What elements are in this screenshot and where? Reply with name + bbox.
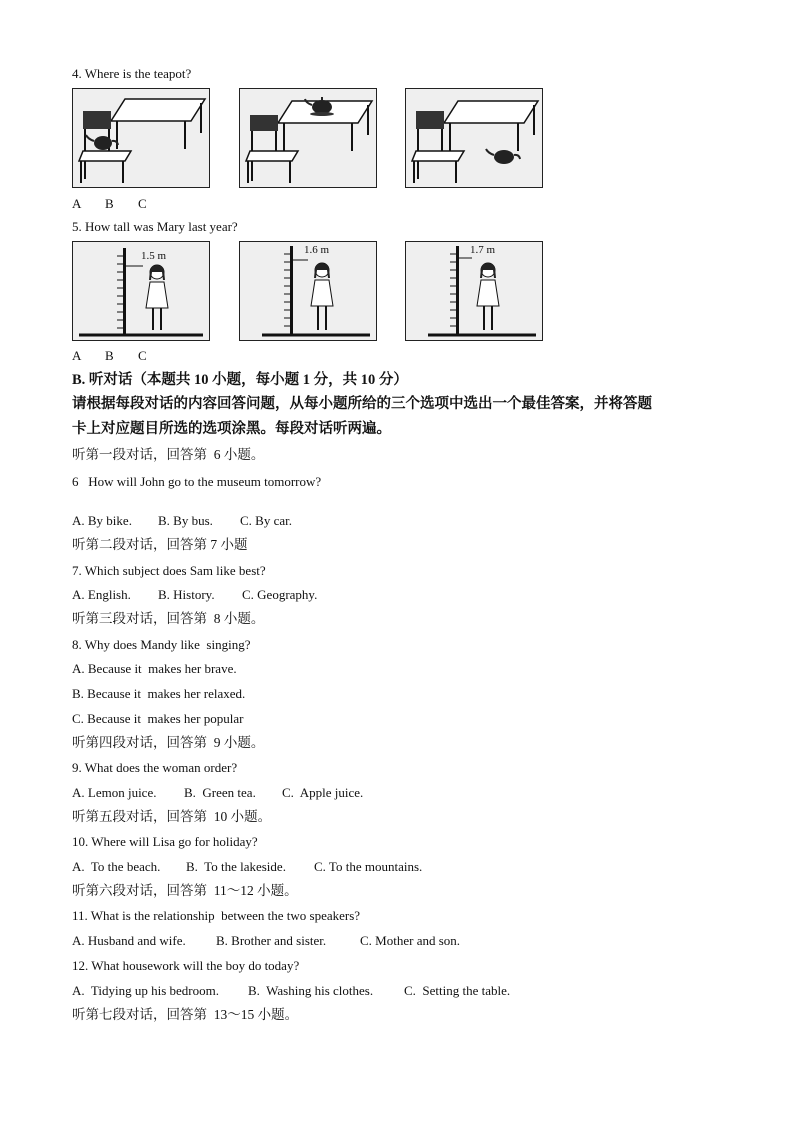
q6-option-b: B. By bus. <box>158 513 213 528</box>
q6-options <box>72 513 292 529</box>
q12-option-a: A. Tidying up his bedroom. <box>72 983 219 998</box>
q12-options <box>72 983 510 999</box>
dialogue-7-heading: 听第七段对话，回答第 13～15 小题。 <box>72 1007 299 1022</box>
dialogue-5-heading: 听第五段对话，回答第 10 小题。 <box>72 809 272 824</box>
q11-option-a: A. Husband and wife. <box>72 933 186 948</box>
section-b-instruction-1: 请根据每段对话的内容回答问题，从每小题所给的三个选项中选出一个最佳答案，并将答题 <box>72 396 652 412</box>
q11-question: 11. What is the relationship between the two speakers? <box>72 908 361 923</box>
q10-option-a: A. To the beach. <box>72 859 161 874</box>
q7-options <box>72 587 317 603</box>
dialogue-3-heading: 听第三段对话，回答第 8 小题。 <box>72 611 265 626</box>
q10-options <box>72 859 422 875</box>
q4-option-letters <box>72 196 171 212</box>
q5-picture-b <box>239 241 377 341</box>
q9-option-a: A. Lemon juice. <box>72 785 157 800</box>
q9-option-c: C. Apple juice. <box>282 785 364 800</box>
q6-option-c: C. By car. <box>240 513 292 528</box>
q5-picture-c <box>405 241 543 341</box>
section-b-instruction-2: 卡上对应题目所选的选项涂黑。每段对话听两遍。 <box>72 421 391 437</box>
q4-letter-b: B <box>105 196 114 211</box>
q5-letter-c: C <box>138 348 147 363</box>
q11-option-c: C. Mother and son. <box>360 933 461 948</box>
q7-question: 7. Which subject does Sam like best? <box>72 563 266 578</box>
q5-height-b: 1.6 m <box>304 244 330 256</box>
q11-option-b: B. Brother and sister. <box>216 933 327 948</box>
q5-height-c: 1.7 m <box>470 244 496 256</box>
q4-picture-a <box>72 88 210 188</box>
q12-question: 12. What housework will the boy do today? <box>72 958 300 973</box>
q12-option-c: C. Setting the table. <box>404 983 511 998</box>
q4-picture-c <box>405 88 543 188</box>
dialogue-1-heading: 听第一段对话，回答第 6 小题。 <box>72 447 265 462</box>
q8-option-b: B. Because it makes her relaxed. <box>72 686 246 701</box>
q7-option-b: B. History. <box>158 587 215 602</box>
q10-option-b: B. To the lakeside. <box>186 859 286 874</box>
q6-option-a: A. By bike. <box>72 513 132 528</box>
q5-height-a: 1.5 m <box>141 250 167 262</box>
q7-option-a: A. English. <box>72 587 131 602</box>
q8-question: 8. Why does Mandy like singing? <box>72 637 251 652</box>
q5-letter-b: B <box>105 348 114 363</box>
q9-options <box>72 785 363 801</box>
q4-picture-b <box>239 88 377 188</box>
q7-option-c: C. Geography. <box>242 587 318 602</box>
q8-option-a: A. Because it makes her brave. <box>72 661 237 676</box>
q10-question: 10. Where will Lisa go for holiday? <box>72 834 258 849</box>
q5-picture-a <box>72 241 210 341</box>
q4-letter-a: A <box>72 196 82 211</box>
dialogue-2-heading: 听第二段对话，回答第 7 小题 <box>72 537 248 552</box>
q12-option-b: B. Washing his clothes. <box>248 983 374 998</box>
q5-question: 5. How tall was Mary last year? <box>72 219 238 234</box>
q9-question: 9. What does the woman order? <box>72 760 238 775</box>
q9-option-b: B. Green tea. <box>184 785 256 800</box>
q5-option-letters <box>72 348 171 364</box>
section-b-title: B. 听对话（本题共 10 小题，每小题 1 分，共 10 分） <box>72 372 408 388</box>
q8-option-c: C. Because it makes her popular <box>72 711 244 726</box>
q6-question: 6 How will John go to the museum tomorrow? <box>72 474 322 489</box>
dialogue-4-heading: 听第四段对话，回答第 9 小题。 <box>72 735 265 750</box>
q11-options <box>72 933 460 949</box>
dialogue-6-heading: 听第六段对话，回答第 11～12 小题。 <box>72 883 298 898</box>
q5-letter-a: A <box>72 348 82 363</box>
q10-option-c: C. To the mountains. <box>314 859 423 874</box>
q4-question: 4. Where is the teapot? <box>72 66 192 81</box>
q4-letter-c: C <box>138 196 147 211</box>
